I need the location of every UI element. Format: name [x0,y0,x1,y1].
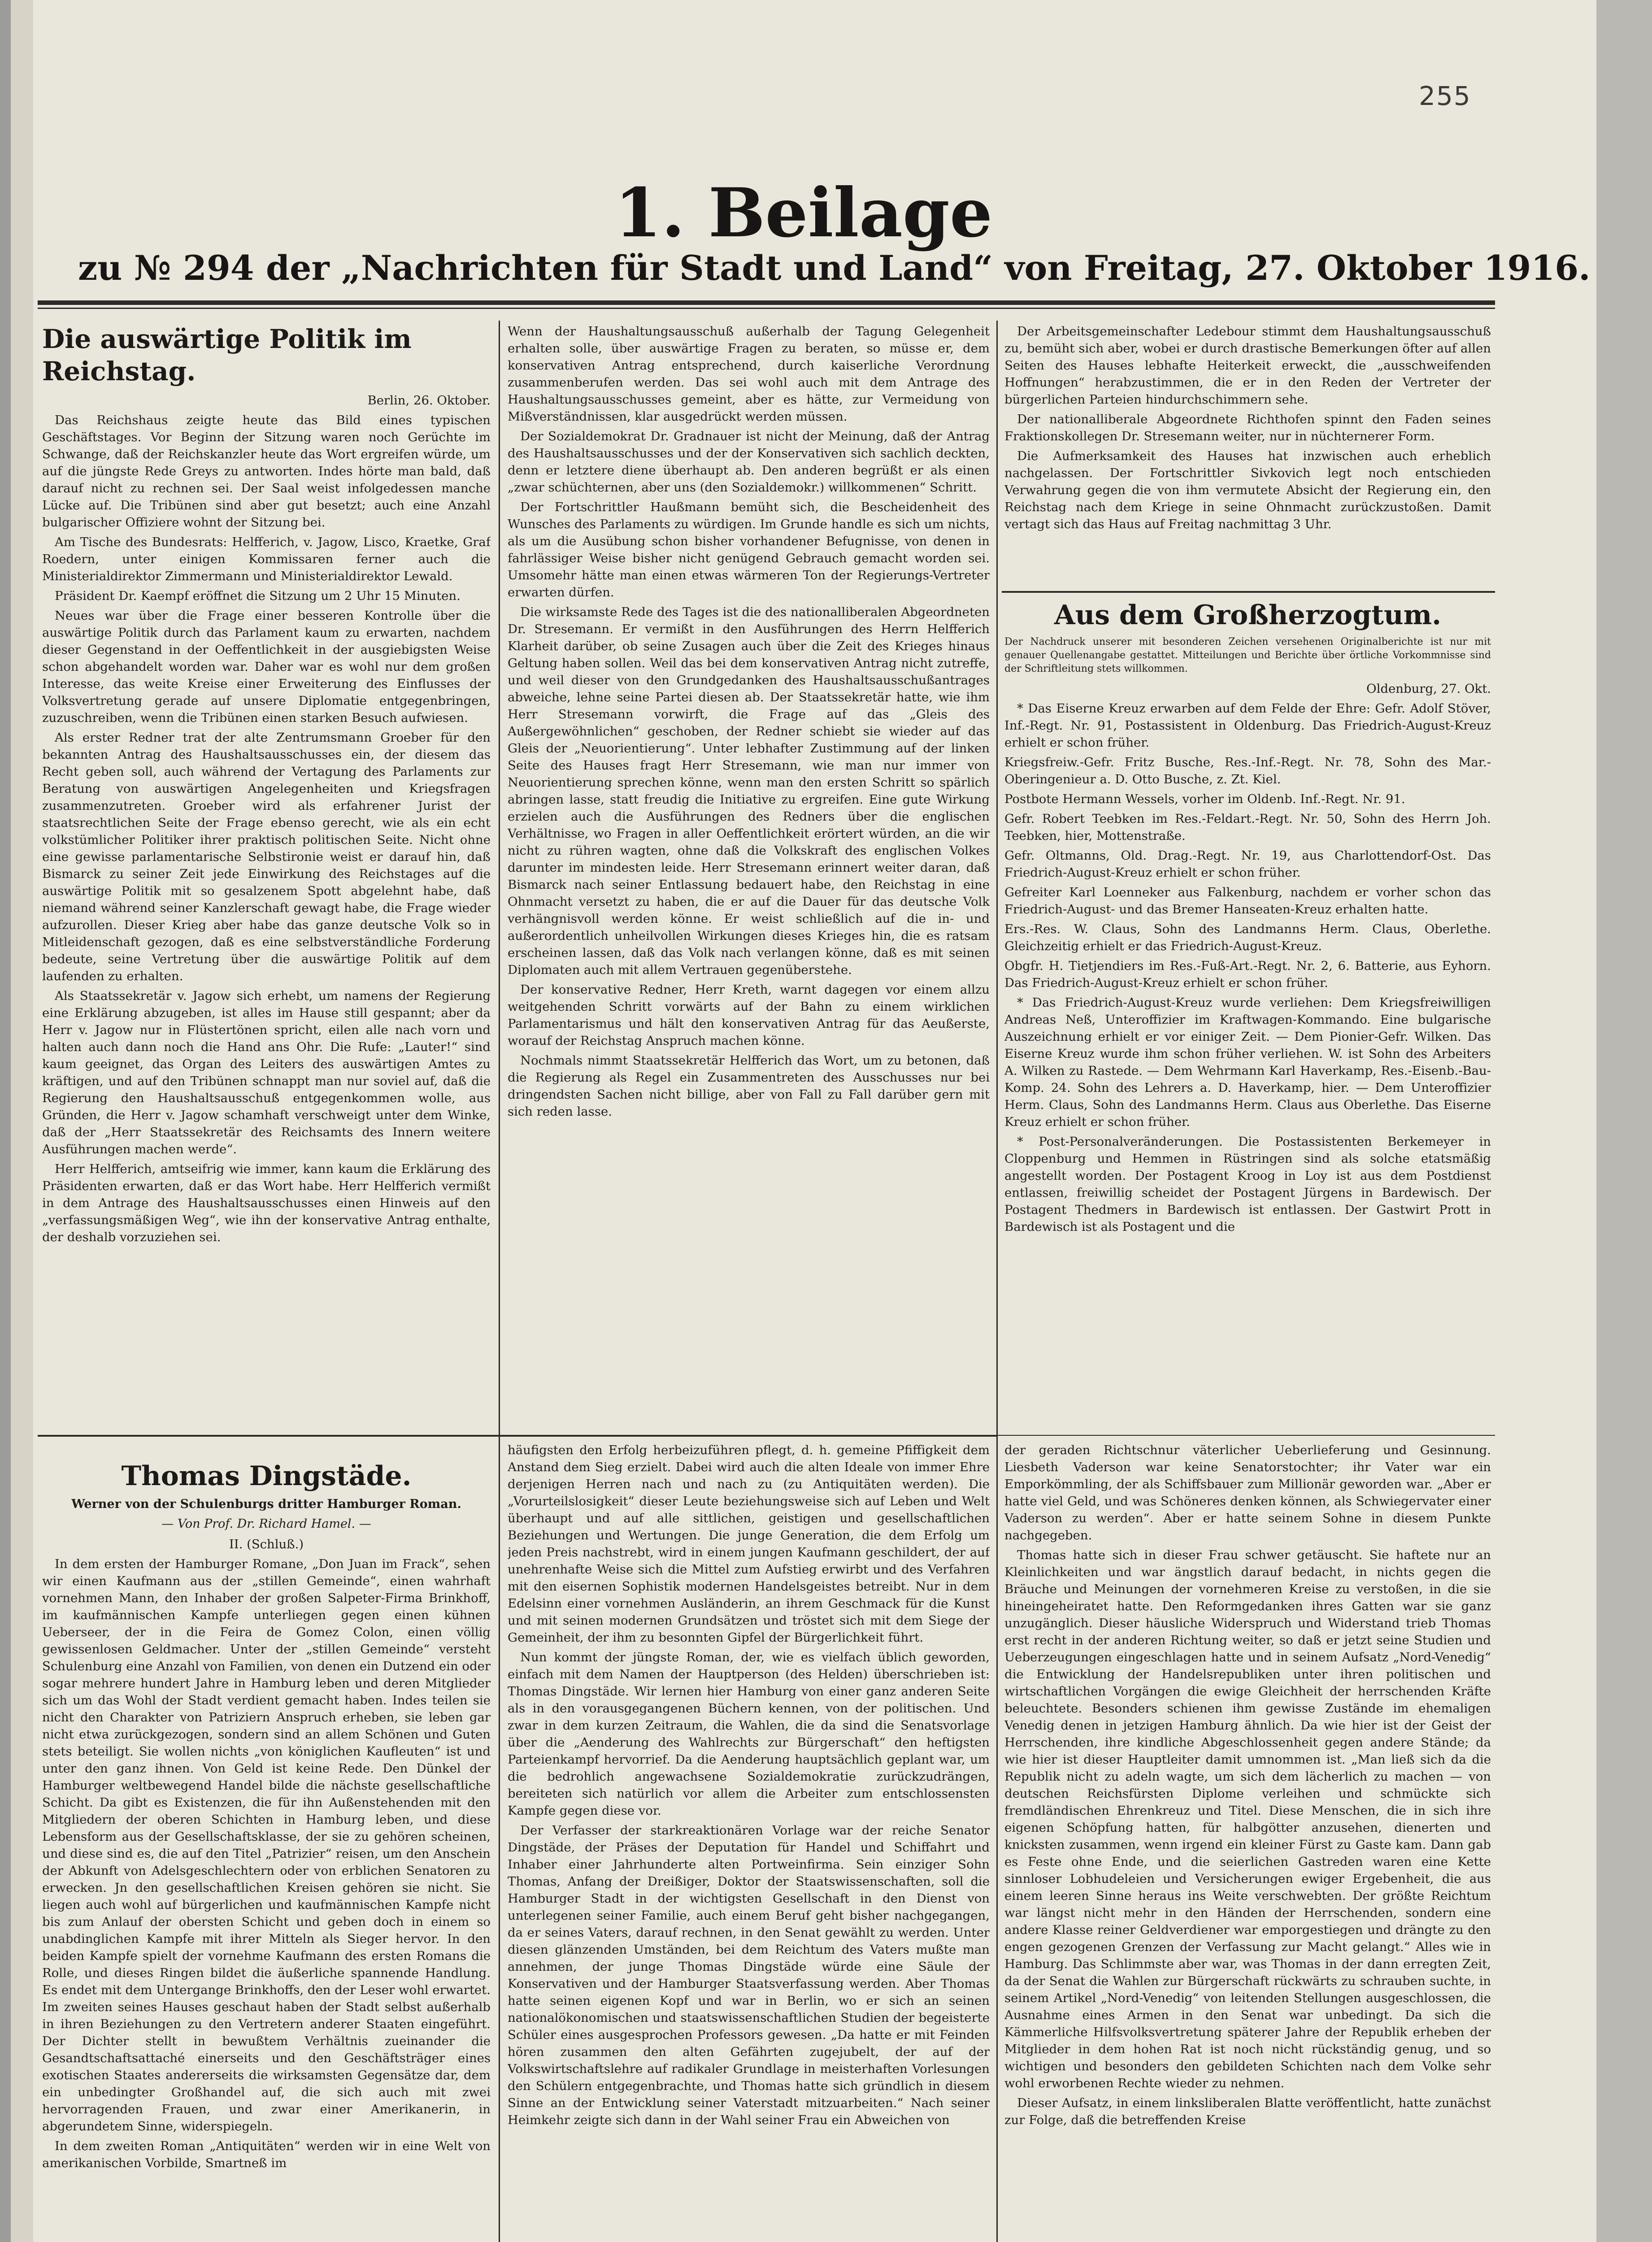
paragraph: Gefr. Oltmanns, Old. Drag.-Regt. Nr. 19, aus Charlottendorf-Ost. Das Friedrich-August-Kreuz erhielt er schon früher. [1004,848,1491,880]
paragraph: Das Reichshaus zeigte heute das Bild eines typischen Geschäftstages. Vor Beginn der Sitzung waren noch Gerüchte im Schwange, daß der Reichskanzler heute das Wort ergreifen würde, um auf die jüngste Rede Greys zu antworten. Indes hörte man bald, daß darauf nicht zu rechnen sei. Der Saal weist infolgedessen manche Lücke auf. Die Tribünen sind aber gut besetzt; auch eine Anzahl bulgarischer Offiziere wohnt der Sitzung bei. [42,413,491,530]
paragraph: Gefr. Robert Teebken im Res.-Feldart.-Regt. Nr. 50, Sohn des Herrn Joh. Teebken, hier, Mottenstraße. [1004,812,1491,843]
reprint-note: Der Nachdruck unserer mit besonderen Zeichen versehenen Originalberichte ist nur mit genauer Quellenangabe gestattet. Mitteilungen und Berichte über örtliche Vorkommnisse sind der Schriftleitung stets willkommen. [1004,636,1491,674]
section-rule [997,1435,1495,1436]
reichstag-article-col1 [42,323,491,1430]
paragraph: Der Fortschrittler Haußmann bemüht sich, die Bescheidenheit des Wunsches des Parlaments zu würdigen. Im Grunde handle es sich um nichts, als um die Ausübung schon bisher vorhandener Befugnisse, von denen in fahrlässiger Weise bisher nicht genügend Gebrauch gemacht worden sei. Umsomehr hätte man einen etwas wärmeren Ton der Regierungs-Vertreter erwarten dürfen. [508,500,990,600]
reichstag-article-col2 [508,323,990,1430]
paragraph: der geraden Richtschnur väterlicher Ueberlieferung und Gesinnung. Liesbeth Vaderson war keine Senatorstochter; ihr Vater war ein Emporkömmling, der als Schiffsbauer zum Millionär geworden war. „Aber er hatte viel Geld, und was Schöneres denken können, als Schwiegervater einer Vaderson zu werden“. Aber er hatte seinem Sohne in diesem Punkte nachgegeben. [1004,1443,1491,1542]
reichstag-article-col3 [1004,323,1491,587]
article-rule [1002,591,1495,593]
section-rule [38,1435,997,1437]
article-headline: Aus dem Großherzogtum. [1054,600,1441,631]
grossherzogtum-article [1004,599,1491,1430]
feuilleton-byline: — Von Prof. Dr. Richard Hamel. — [161,1517,371,1531]
paragraph: häufigsten den Erfolg herbeizuführen pflegt, d. h. gemeine Pfiffigkeit dem Anstand dem Sieg erzielt. Dabei wird auch die alten Ideale von immer Ehre derjenigen Herren nach und nach zu (zu Antiquitäten werden). Die „Vorurteilslosigkeit“ dieser Leute beziehungsweise sich auf Leben und Welt überhaupt und auf alle sittlichen, geistigen und gesellschaftlichen Beziehungen und Wertungen. Die junge Generation, die dem Erfolg um jeden Preis nachstrebt, wird in einem jungen Kaufmann geschildert, der auf unehrenhafte Weise sich die Mittel zum Aufstieg erwirbt und des Verfahren mit den eisernen Sophistik modernen Handelsgeistes betreibt. Nur in dem Edelsinn einer vornehmen Ausländerin, an ihrem Geschmack für die Kunst und mit seinen modernen Grundsätzen und tröstet sich mit dem Siege der Gemeinheit, der ihm zu besonnten Gipfel der Bürgerlichkeit führt. [508,1443,990,1645]
feuilleton-col3 [1004,1442,1491,2242]
feuilleton-col1 [42,1442,491,2242]
column-divider [499,1439,500,2242]
feuilleton-col2 [508,1442,990,2242]
paragraph: Die wirksamste Rede des Tages ist die des nationalliberalen Abgeordneten Dr. Stresemann. Er vermißt in den Ausführungen des Herrn Helfferich Klarheit darüber, ob seine Zusagen auch über die Zeit des Krieges hinaus Geltung haben sollen. Weil das bei dem konservativen Antrag nicht zutreffe, und weil dieser von den Grundgedanken des Haushaltsausschußantrages abweiche, lehne seine Partei diesen ab. Der Staatssekretär hatte, wie ihm Herr Stresemann vorwirft, die Frage auf das „Gleis des Außergewöhnlichen“ geschoben, der Redner schiebt sie wieder auf das Gleis der „Neuorientierung“. Unter lebhafter Zustimmung auf der linken Seite des Hauses fragt Herr Stresemann, wie man nur immer von Neuorientierung sprechen könne, wenn man den ersten Schritt so spärlich abringen lasse, statt freudig die Initiative zu ergreifen. Eine gute Wirkung erzielen auch die Ausführungen des Redners über die englischen Verhältnisse, wo Fragen in aller Oeffentlichkeit erörtert würden, an die wir nicht zu rühren wagten, ohne daß die Volkskraft des englischen Volkes darunter im mindesten leide. Herr Stresemann erinnert weiter daran, daß Bismarck nach seiner Entlassung bedauert habe, den Reichstag in eine Ohnmacht versetzt zu haben, die er auf die Dauer für das deutsche Volk verhängnisvoll werden könne. Er weist schließlich auf die in- und außerordentlich unheilvollen Wirkungen dieses Krieges hin, die es ratsam erscheinen lassen, daß das Volk nach verlangen könne, daß es mit seinen Diplomaten auch mit allem Vertrauen gegenüberstehe. [508,605,990,977]
paragraph: * Post-Personalveränderungen. Die Postassistenten Berkemeyer in Cloppenburg und Hemmen in Rüstringen sind als solche etatsmäßig angestellt worden. Der Postagent Kroog in Loy ist aus dem Postdienst entlassen, freiwillig scheidet der Postagent Jürgens in Bardewisch. Der Postagent Thedmers in Bardewisch ist entlassen. Der Gastwirt Prott in Bardewisch ist als Postagent und die [1004,1134,1491,1234]
paragraph: Neues war über die Frage einer besseren Kontrolle über die auswärtige Politik durch das Parlament kaum zu erwarten, nachdem dieser Gegenstand in der Oeffentlichkeit in der ausgiebigsten Weise schon abgehandelt worden war. Daher war es wohl nur dem großen Interesse, das weite Kreise einer Erweiterung des Einflusses der Volksvertretung gerade auf unsere Diplomatie entgegenbringen, zuzuschreiben, wenn die Tribünen einen starken Besuch aufwiesen. [42,608,491,725]
header-rule-thin [38,308,1495,309]
column-divider [996,321,998,1495]
paragraph: Am Tische des Bundesrats: Helfferich, v. Jagow, Lisco, Kraetke, Graf Roedern, unter einigen Kommissaren ferner auch die Ministerialdirektor Zimmermann und Ministerialdirektor Lewald. [42,535,491,583]
paragraph: Der konservative Redner, Herr Kreth, warnt dagegen vor einem allzu weitgehenden Schritt vorwärts auf der Bahn zu einem wirklichen Parlamentarismus und hält den konservativen Antrag für das Aeußerste, worauf der Reichstag Anspruch machen könne. [508,982,990,1048]
paragraph: Der Verfasser der starkreaktionären Vorlage war der reiche Senator Dingstäde, der Präses der Deputation für Handel und Schiffahrt und Inhaber einer Jahrhunderte alten Portweinfirma. Sein einziger Sohn Thomas, Anfang der Dreißiger, Doktor der Staatswissenschaften, soll die Hamburger Stadt in der wichtigsten Gesellschaft in den Dienst von unterlegenen seiner Familie, auch einem Beruf geht bisher nachgegangen, da er seines Vaters, darauf rechnen, in den Senat gewählt zu werden. Unter diesen glänzenden Umständen, bei dem Reichtum des Vaters mußte man annehmen, der junge Thomas Dingstäde würde eine Säule der Konservativen und der Hamburger Staatsverfassung werden. Aber Thomas hatte seinen eigenen Kopf und war in Berlin, wo er sich an seinen nationalökonomischen und staatswissenschaftlichen Studien der begeisterte Schüler eines ausgesprochen Professors gewesen. „Da hatte er mit Feinden hören zusammen den alten Gefährten zugejubelt, der auf der Volkswirtschaftslehre auf radikaler Grundlage in meisterhaften Vorlesungen den Schülern entgegenbrachte, und Thomas hatte sich gründlich in diesem Sinne an der Entwicklung seiner Vaterstadt mitzuarbeiten.“ Nach seiner Heimkehr zeigte sich dann in der Wahl seiner Frau ein Abweichen von [508,1823,990,2127]
paragraph: Dieser Aufsatz, in einem linksliberalen Blatte veröffentlicht, hatte zunächst zur Folge, daß die betreffenden Kreise [1004,2096,1491,2127]
column-divider [996,1439,998,2242]
dateline: Berlin, 26. Oktober. [367,393,491,408]
column-divider [499,321,500,1495]
paragraph: Herr Helfferich, amtseifrig wie immer, kann kaum die Erklärung des Präsidenten erwarten, daß er das Wort habe. Herr Helfferich vermißt in dem Antrage des Haushaltsausschusses einen Hinweis auf den „verfassungsmäßigen Weg“, wie ihn der konservative Antrag enthalte, der deshalb vorzuziehen sei. [42,1162,491,1244]
paragraph: * Das Friedrich-August-Kreuz wurde verliehen: Dem Kriegsfreiwilligen Andreas Neß, Unteroffizier im Kraftwagen-Kommando. Eine bulgarische Auszeichnung erhielt er vor einiger Zeit. — Dem Pionier-Gefr. Wilken. Das Eiserne Kreuz wurde ihm schon früher verliehen. W. ist Sohn des Arbeiters A. Wilken zu Rastede. — Dem Wehrmann Karl Haverkamp, Res.-Eisenb.-Bau-Komp. 24. Sohn des Lehrers a. D. Haverkamp, hier. — Dem Unteroffizier Herm. Claus, Sohn des Landmanns Herm. Claus aus Oberlethe. Das Eiserne Kreuz erhielt er schon früher. [1004,995,1491,1129]
feuilleton-subtitle: Werner von der Schulenburgs dritter Hamburger Roman. [71,1497,461,1511]
paragraph: Nochmals nimmt Staatssekretär Helfferich das Wort, um zu betonen, daß die Regierung als Regel ein Zusammentreten des Ausschusses nur bei dringendsten Sachen nicht billige, aber von Fall zu Fall darüber gern mit sich reden lasse. [508,1053,990,1119]
paragraph: Als Staatssekretär v. Jagow sich erhebt, um namens der Regierung eine Erklärung abzugeben, ist alles im Hause still gespannt; aber da Herr v. Jagow nur in Flüstertönen spricht, eilen alle nach vorn und halten auch dann noch die Hand ans Ohr. Die Rufe: „Lauter!“ sind kaum geeignet, das Organ des Leiters des auswärtigen Amtes zu kräftigen, und auf den Tribünen schnappt man nur soviel auf, daß die Regierung den Haushaltsausschuß entgegenkommen wolle, aus Gründen, die Herr v. Jagow schamhaft verschweigt unter dem Winke, daß der „Herr Staatssekretär des Reichsamts des Innern weitere Ausführungen machen werde“. [42,989,491,1156]
paragraph: Der nationalliberale Abgeordnete Richthofen spinnt den Faden seines Fraktionskollegen Dr. Stresemann weiter, nur in nüchternerer Form. [1004,412,1491,443]
supplement-subtitle: zu № 294 der „Nachrichten für Stadt und Land“ von Freitag, 27. Oktober 1916. [78,248,1591,288]
paragraph: Die Aufmerksamkeit des Hauses hat inzwischen auch erheblich nachgelassen. Der Fortschrittler Sivkovich legt noch entschieden Verwahrung gegen die von ihm vermutete Absicht der Regierung ein, den Reichstag nach dem Kriege in seine Ohnmacht zurückzustoßen. Damit vertagt sich das Haus auf Freitag nachmittag 3 Uhr. [1004,449,1491,531]
left-page-edge [11,0,33,2242]
supplement-title: 1. Beilage [614,174,993,252]
paragraph: Der Arbeitsgemeinschafter Ledebour stimmt dem Haushaltungsausschuß zu, bemüht sich aber, wobei er durch drastische Bemerkungen öfter auf allen Seiten des Hauses lebhafte Heiterkeit erweckt, die „ausschweifenden Hoffnungen“ herabzustimmen, die er in den Reden der Vertreter der bürgerlichen Parteien hindurchschimmern sehe. [1004,324,1491,407]
paragraph: Obgfr. H. Tietjendiers im Res.-Fuß-Art.-Regt. Nr. 2, 6. Batterie, aus Eyhorn. Das Friedrich-August-Kreuz erhielt er schon früher. [1004,959,1491,990]
paragraph: In dem ersten der Hamburger Romane, „Don Juan im Frack“, sehen wir einen Kaufmann aus der „stillen Gemeinde“, einen wahrhaft vornehmen Mann, den Inhaber der großen Salpeter-Firma Brinkhoff, im kaufmännischen Kampfe unterliegen gegen einen kühnen Ueberseer, der in die Feira de Gomez Colon, einen völlig gewissenlosen Geldmacher. Unter der „stillen Gemeinde“ versteht Schulenburg eine Anzahl von Familien, von denen ein Dutzend ein oder sogar mehrere hundert Jahre in Hamburg leben und deren Mitglieder sich um das Wohl der Stadt verdient gemacht haben. Indes teilen sie nicht den Charakter von Patriziern Anspruch erheben, sie leben gar nicht etwa zurückgezogen, sondern sind an allem Schönen und Guten stets beteiligt. Sie wollen nichts „von königlichen Kaufleuten“ ist und unter den ganz ihnen. Von Geld ist keine Rede. Den Dünkel der Hamburger weltbewegend Handel bilde die nächste gesellschaftliche Schicht. Da gibt es Existenzen, die für ihn Außenstehenden mit den Mitgliedern der oberen Schichten in Hamburg leben, und diese Lebensform aus der Gesellschaftsklasse, der sie zu gehören scheinen, und diese sind es, die auf den Titel „Patrizier“ reisen, um den Anschein der Abkunft von Adelsgeschlechtern oder von erblichen Senatoren zu erwecken. Jn den gesellschaftlichen Kreisen gehören sie nicht. Sie liegen auch wohl auf bürgerlichen und kaufmännischen Kampfe nicht bis zum Anlauf der obersten Schicht und geben doch in einem so unabdinglichen Kampfe mit ihrer Mitteln als Sieger hervor. In den beiden Kampfe spielt der vornehme Kaufmann des ersten Romans die Rolle, und dieses Ringen bildet die äußerliche spannende Handlung. Es endet mit dem Untergange Brinkhoffs, den der Leser wohl erwartet. Im zweiten seines Hauses geschaut haben der Stadt selbst außerhalb in ihren Beziehungen zu den Vertretern anderer Staaten eingeführt. Der Dichter stellt in bewußtem Verhältnis zueinander die Gesandtschaftsattaché einerseits und den Geschäftsträger eines exotischen Staates andererseits die wirksamsten Gegensätze dar, dem ein unbedingter Großhandel auf, die sich auch mit zwei hervorragenden Frauen, und zwar einer Amerikanerin, in abgerundetem Sinne, widerspiegeln. [42,1557,491,2133]
paragraph: Der Sozialdemokrat Dr. Gradnauer ist nicht der Meinung, daß der Antrag des Haushaltsausschusses und der der Konservativen sich sachlich deckten, denn er letztere diene überhaupt ab. Den anderen begrüßt er als einen „zwar schüchternen, aber uns (den Sozialdemokr.) willkommenen“ Schritt. [508,429,990,495]
dateline: Oldenburg, 27. Okt. [1366,682,1491,696]
scan-background-edge [1596,0,1652,2242]
paragraph: Postbote Hermann Wessels, vorher im Oldenb. Inf.-Regt. Nr. 91. [1004,792,1405,806]
feuilleton-headline: Thomas Dingstäde. [121,1460,412,1492]
header-rule [38,300,1495,305]
paragraph: Nun kommt der jüngste Roman, der, wie es vielfach üblich geworden, einfach mit dem Namen der Hauptperson (des Helden) überschrieben ist: Thomas Dingstäde. Wir lernen hier Hamburg von einer ganz anderen Seite als in den vorausgegangenen Büchern kennen, von der politischen. Und zwar in dem kurzen Zeitraum, die Wahlen, die da sind die Senatsvorlage über die „Aenderung des Wahlrechts zur Bürgerschaft“ den heftigsten Parteienkampf hervorrief. Da die Aenderung hauptsächlich geplant war, um die bedrohlich angewachsene Sozialdemokratie zurückzudrängen, bereiteten sich natürlich vor allem die Arbeiter zum entschlossensten Kampfe gegen diese vor. [508,1650,990,1818]
section-marker: II. (Schluß.) [229,1537,304,1551]
paragraph: Präsident Dr. Kaempf eröffnet die Sitzung um 2 Uhr 15 Minuten. [55,589,461,603]
article-headline: Die auswärtige Politik im Reichstag. [42,324,412,387]
paragraph: Als erster Redner trat der alte Zentrumsmann Groeber für den bekannten Antrag des Haushaltsausschusses ein, der diesem das Recht geben soll, auch während der Vertagung des Parlaments zur Beratung von auswärtigen Angelegenheiten und Kriegsfragen zusammenzutreten. Groeber wird als erfahrener Jurist der staatsrechtlichen Seite der Frage ebenso gerecht, wie als ein echt volkstümlicher Politiker ihrer praktisch politischen Seite. Nicht ohne eine gewisse parlamentarische Selbstironie weist er darauf hin, daß Bismarck zu seiner Zeit jede Einwirkung des Reichstages auf die auswärtige Politik mit so gesalzenem Spott abgelehnt habe, daß niemand während seiner Kanzlerschaft gewagt habe, die Frage wieder aufzurollen. Dieser Krieg aber habe das ganze deutsche Volk so in Mitleidenschaft gezogen, daß es eine selbstverständliche Forderung bedeute, seine Vertretung über die auswärtige Politik auf dem laufenden zu erhalten. [42,730,491,983]
newspaper-page [11,0,1596,2242]
paragraph: Thomas hatte sich in dieser Frau schwer getäuscht. Sie haftete nur an Kleinlichkeiten und war ängstlich darauf bedacht, in nichts gegen die Bräuche und Meinungen der vornehmeren Kreise zu verstoßen, in die sie hineingeheiratet hatte. Den Reformgedanken ihres Gatten war sie ganz unzugänglich. Dieser häusliche Widerspruch und Widerstand trieb Thomas erst recht in der anderen Richtung weiter, so daß er jetzt seine Studien und Ueberzeugungen eingeschlagen hatte und in seinem Aufsatz „Nord-Venedig“ die Entwicklung der Handelsrepubliken unter ihren politischen und wirtschaftlichen Vorgängen die ewige Gleichheit der herrschenden Kräfte beleuchtete. Besonders schienen ihm gewisse Zustände im ehemaligen Venedig denen in jetzigen Hamburg ähnlich. Da wie hier ist der Geist der Herrschenden, ihre kindliche Abgeschlossenheit gegen andere Stände; da wie hier ist dieser Hauptleiter damit umnommen ist. „Man ließ sich da die Republik nicht zu adeln wagte, um sich dem lächerlich zu machen — von deutschen Reichsfürsten Diplome verleihen und schmückte sich fremdländischen Ehrenkreuz und Titel. Diese Menschen, die in sich ihre eigenen Schöpfung hatten, für halbgötter anzusehen, dienerten und knicksten zusammen, wenn irgend ein kleiner Fürst zu Gaste kam. Dann gab es Feste ohne Ende, und die seierlichen Gastreden waren eine Kette sinnloser Lobhudeleien und Versicherungen ewiger Ergebenheit, die aus einem leeren Sinne heraus ins Weite verschwebten. Der größte Reichtum war längst nicht mehr in den Händen der Herrschenden, sondern eine andere Klasse reiner Geldverdiener war emporgestiegen und drängte zu den engen gezogenen Grenzen der Verfassung zur Macht gelangt.“ Alles wie in Hamburg. Das Schlimmste aber war, was Thomas in der dann erregten Zeit, da der Senat die Wahlen zur Bürgerschaft rückwärts zu schrauben suchte, in seinem Artikel „Nord-Venedig“ von leitenden Stellungen ausgeschlossen, die Ausnahme eines Armen in den Senat war unbedingt. Da sich die Kämmerliche Hilfsvolksvertretung späterer Jahre der Republik erheben der Mitglieder in dem hohen Rat ist noch nicht rückständig genug, und so wichtigen und besonders den gebildeten Schichten nach dem Volke sehr wohl erworbenen Rechte wieder zu nehmen. [1004,1548,1491,2090]
paragraph: Kriegsfreiw.-Gefr. Fritz Busche, Res.-Inf.-Regt. Nr. 78, Sohn des Mar.-Oberingenieur a. D. Otto Busche, z. Zt. Kiel. [1004,755,1491,786]
page-number: 255 [1419,81,1471,111]
paragraph: * Das Eiserne Kreuz erwarben auf dem Felde der Ehre: Gefr. Adolf Stöver, Inf.-Regt. Nr. 91, Postassistent in Oldenburg. Das Friedrich-August-Kreuz erhielt er schon früher. [1004,701,1491,750]
paragraph: Gefreiter Karl Loenneker aus Falkenburg, nachdem er vorher schon das Friedrich-August- und das Bremer Hanseaten-Kreuz erhalten hatte. [1004,885,1491,917]
paragraph: In dem zweiten Roman „Antiquitäten“ werden wir in eine Welt von amerikanischen Vorbilde, Smartneß im [42,2139,491,2170]
paragraph: Ers.-Res. W. Claus, Sohn des Landmanns Herm. Claus, Oberlethe. Gleichzeitig erhielt er das Friedrich-August-Kreuz. [1004,922,1491,953]
paragraph: Wenn der Haushaltungsausschuß außerhalb der Tagung Gelegenheit erhalten solle, über auswärtige Fragen zu beraten, so müsse er, dem konservativen Antrag entsprechend, durch kaiserliche Verordnung zusammenberufen werden. Das sei wohl auch mit dem Antrage des Haushaltungsausschusses gemeint, aber es hätte, zur Vermeidung von Mißverständnissen, klar ausgedrückt werden müssen. [508,324,990,424]
